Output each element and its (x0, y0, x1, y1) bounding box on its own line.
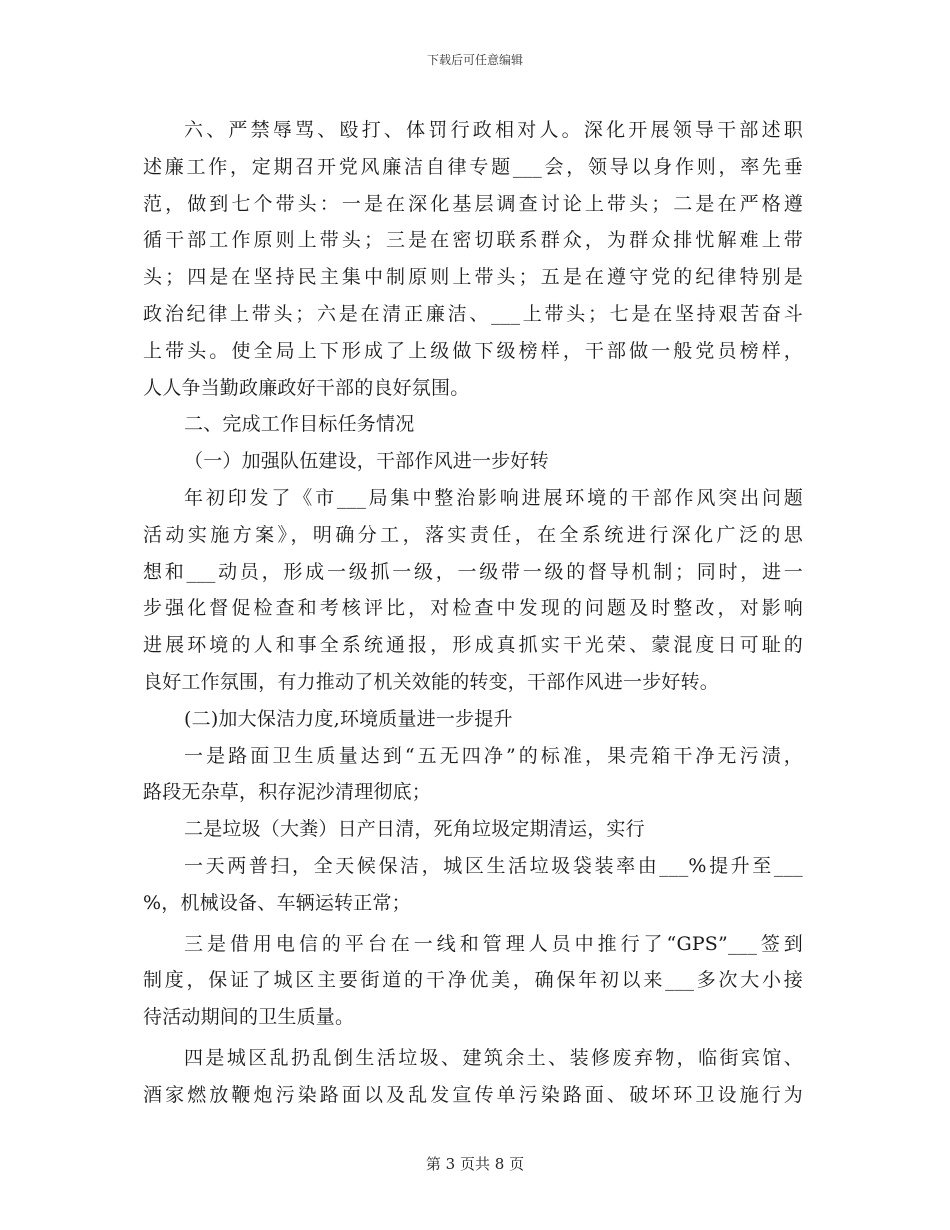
paragraph-line: 二是垃圾（大粪）日产日清，死角垃圾定期清运，实行 (184, 818, 645, 841)
paragraph-line: 活动实施方案》，明确分工，落实责任，在全系统进行深化广泛的思 (143, 523, 803, 546)
page-footer: 第 3 页共 8 页 (425, 1155, 525, 1173)
section-heading: 二、完成工作目标任务情况 (184, 413, 415, 436)
paragraph-line: 酒家燃放鞭炮污染路面以及乱发宣传单污染路面、破坏环卫设施行为 (143, 1083, 803, 1106)
paragraph-line: 年初印发了《市___局集中整治影响进展环境的干部作风突出问题 (184, 486, 803, 509)
paragraph-line: 人人争当勤政廉政好干部的良好氛围。 (143, 376, 470, 399)
paragraph-line: 一天两普扫，全天候保洁，城区生活垃圾袋装率由___%提升至___ (184, 854, 803, 877)
document-body (143, 112, 803, 1114)
paragraph-line: 步强化督促检查和考核评比，对检查中发现的问题及时整改，对影响 (143, 597, 803, 620)
paragraph-line: 四是城区乱扔乱倒生活垃圾、建筑余土、装修废弃物，临街宾馆、 (184, 1046, 803, 1069)
paragraph-line: 想和___动员，形成一级抓一级，一级带一级的督导机制；同时，进一 (143, 560, 803, 583)
paragraph-line: 上带头。使全局上下形成了上级做下级榜样，干部做一般党员榜样， (143, 339, 803, 362)
paragraph-line: 待活动期间的卫生质量。 (143, 1006, 355, 1029)
paragraph-line: 循干部工作原则上带头；三是在密切联系群众，为群众排忧解难上带 (143, 229, 803, 252)
paragraph-line: 述廉工作，定期召开党风廉洁自律专题___会，领导以身作则，率先垂 (143, 155, 803, 178)
subsection-heading: （一）加强队伍建设，干部作风进一步好转 (184, 450, 549, 473)
paragraph-line: 进展环境的人和事全系统通报，形成真抓实干光荣、蒙混度日可耻的 (143, 634, 803, 657)
paragraph-line: 范，做到七个带头：一是在深化基层调查讨论上带头；二是在严格遵 (143, 192, 803, 215)
paragraph-line: 三是借用电信的平台在一线和管理人员中推行了“GPS”___签到 (184, 932, 803, 955)
paragraph-line: 一是路面卫生质量达到“五无四净”的标准，果壳箱干净无污渍， (184, 744, 803, 767)
paragraph-line: 头；四是在坚持民主集中制原则上带头；五是在遵守党的纪律特别是 (143, 266, 803, 289)
subsection-heading: (二)加大保洁力度,环境质量进一步提升 (184, 707, 513, 730)
paragraph-line: 制度，保证了城区主要街道的干净优美，确保年初以来___多次大小接 (143, 969, 803, 992)
paragraph-line: 政治纪律上带头；六是在清正廉洁、___上带头；七是在坚持艰苦奋斗 (143, 302, 803, 325)
paragraph-line: %，机械设备、车辆运转正常； (143, 891, 411, 914)
page-header: 下载后可任意编辑 (426, 53, 523, 67)
paragraph-line: 路段无杂草，积存泥沙清理彻底； (143, 781, 432, 804)
paragraph-line: 六、严禁辱骂、殴打、体罚行政相对人。深化开展领导干部述职 (184, 119, 803, 141)
paragraph-line: 良好工作氛围，有力推动了机关效能的转变，干部作风进一步好转。 (143, 670, 720, 693)
